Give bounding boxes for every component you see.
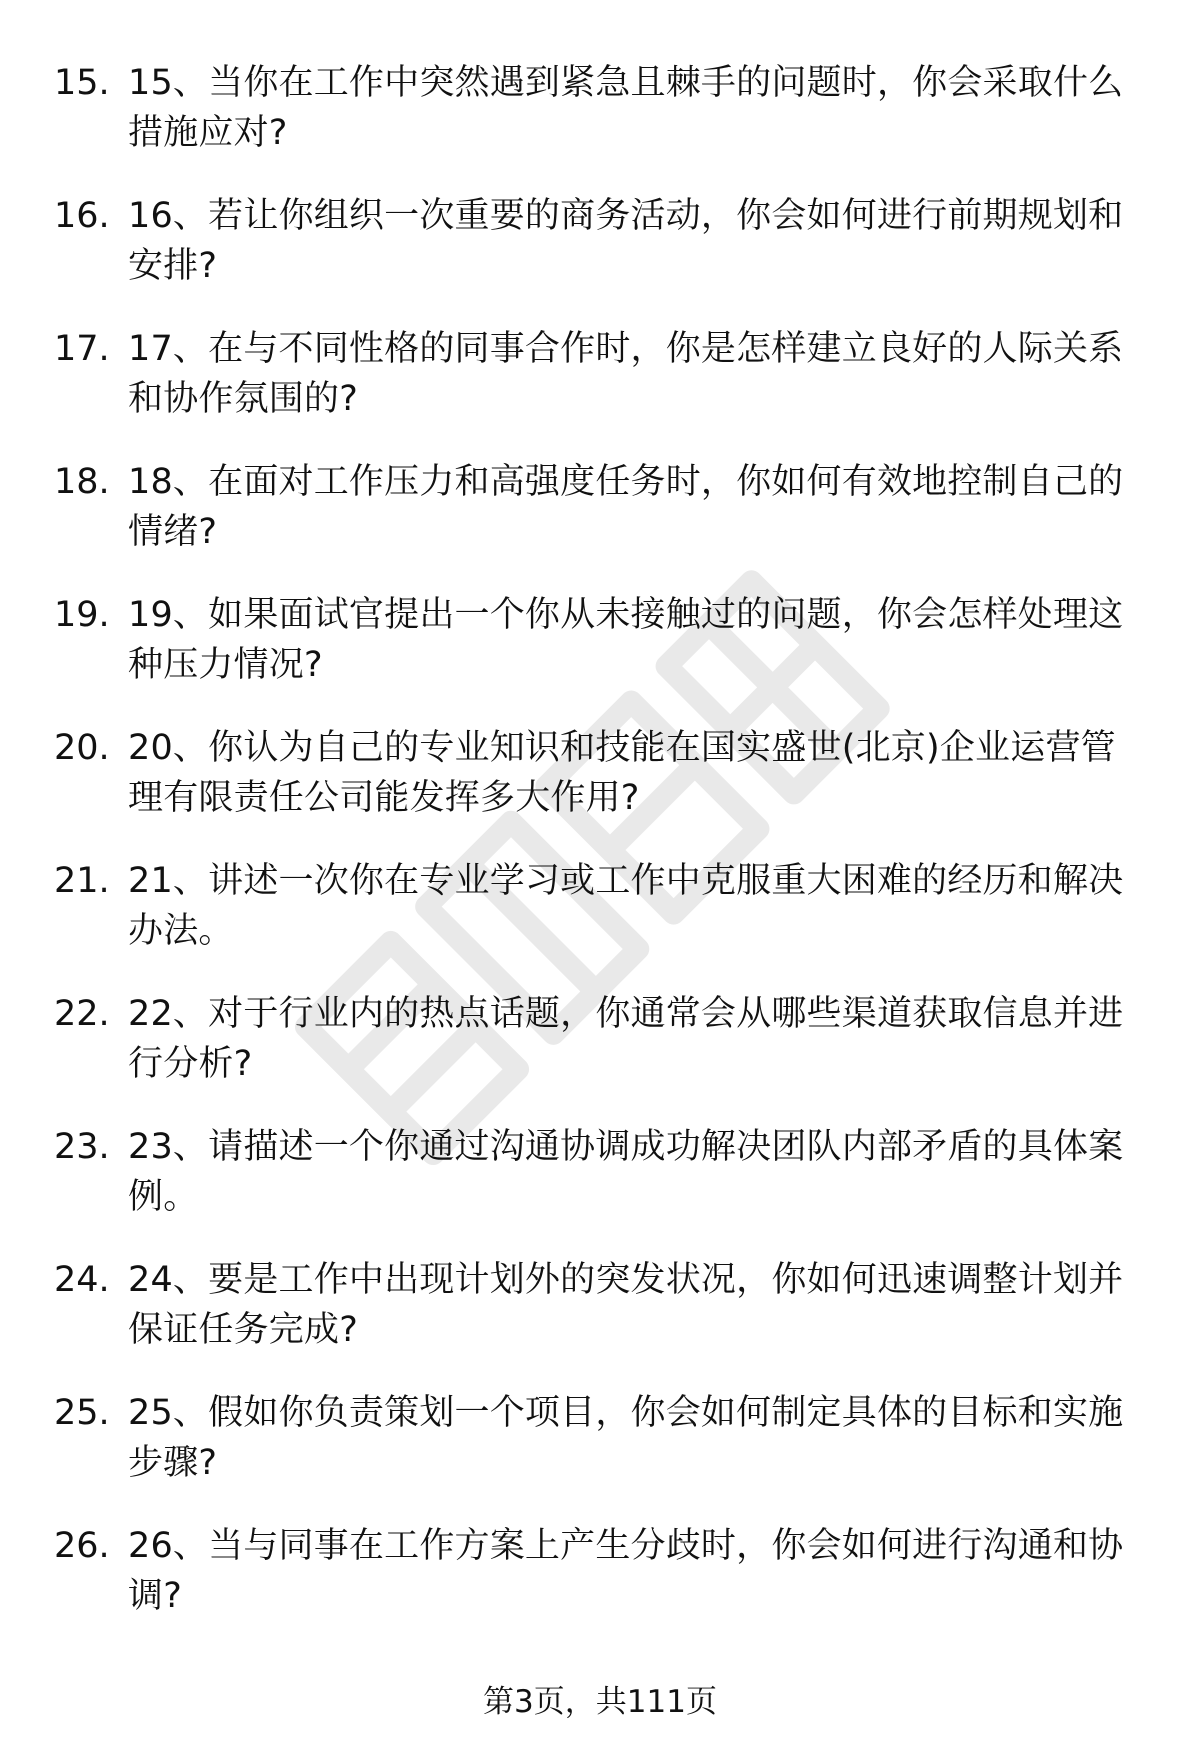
list-item: [0, 58, 1200, 191]
page-footer: 第3页，共111页: [483, 1684, 717, 1720]
list-item: [0, 989, 1200, 1122]
list-item: [0, 723, 1200, 856]
list-number: 23.: [54, 1127, 110, 1167]
list-number: 20.: [54, 728, 110, 768]
question-text: 15、当你在工作中突然遇到紧急且棘手的问题时，你会采取什么措施应对?: [128, 63, 1124, 153]
list-item: [0, 457, 1200, 590]
list-item: [0, 856, 1200, 989]
question-text: 17、在与不同性格的同事合作时，你是怎样建立良好的人际关系和协作氛围的?: [128, 329, 1124, 419]
question-text: 24、要是工作中出现计划外的突发状况，你如何迅速调整计划并保证任务完成?: [128, 1260, 1124, 1350]
question-text: 18、在面对工作压力和高强度任务时，你如何有效地控制自己的情绪?: [128, 462, 1124, 552]
list-item: [0, 324, 1200, 457]
list-item: [0, 1255, 1200, 1388]
list-number: 16.: [54, 196, 110, 236]
list-item: [0, 1521, 1200, 1654]
list-item: [0, 590, 1200, 723]
list-number: 17.: [54, 329, 110, 369]
question-text: 21、讲述一次你在专业学习或工作中克服重大困难的经历和解决办法。: [128, 861, 1124, 951]
question-text: 16、若让你组织一次重要的商务活动，你会如何进行前期规划和安排?: [128, 196, 1124, 286]
list-number: 22.: [54, 994, 110, 1034]
question-list: [0, 58, 1200, 1654]
list-number: 26.: [54, 1526, 110, 1566]
list-number: 24.: [54, 1260, 110, 1300]
list-item: [0, 191, 1200, 324]
list-item: [0, 1122, 1200, 1255]
question-text: 20、你认为自己的专业知识和技能在国实盛世(北京)企业运营管理有限责任公司能发挥多大作用?: [128, 728, 1116, 818]
question-text: 26、当与同事在工作方案上产生分歧时，你会如何进行沟通和协调?: [128, 1526, 1124, 1616]
list-item: [0, 1388, 1200, 1521]
list-number: 15.: [54, 63, 110, 103]
question-text: 25、假如你负责策划一个项目，你会如何制定具体的目标和实施步骤?: [128, 1393, 1124, 1483]
question-text: 23、请描述一个你通过沟通协调成功解决团队内部矛盾的具体案例。: [128, 1127, 1124, 1217]
question-text: 22、对于行业内的热点话题，你通常会从哪些渠道获取信息并进行分析?: [128, 994, 1124, 1084]
list-number: 25.: [54, 1393, 110, 1433]
list-number: 19.: [54, 595, 110, 635]
list-number: 18.: [54, 462, 110, 502]
question-text: 19、如果面试官提出一个你从未接触过的问题，你会怎样处理这种压力情况?: [128, 595, 1124, 685]
list-number: 21.: [54, 861, 110, 901]
